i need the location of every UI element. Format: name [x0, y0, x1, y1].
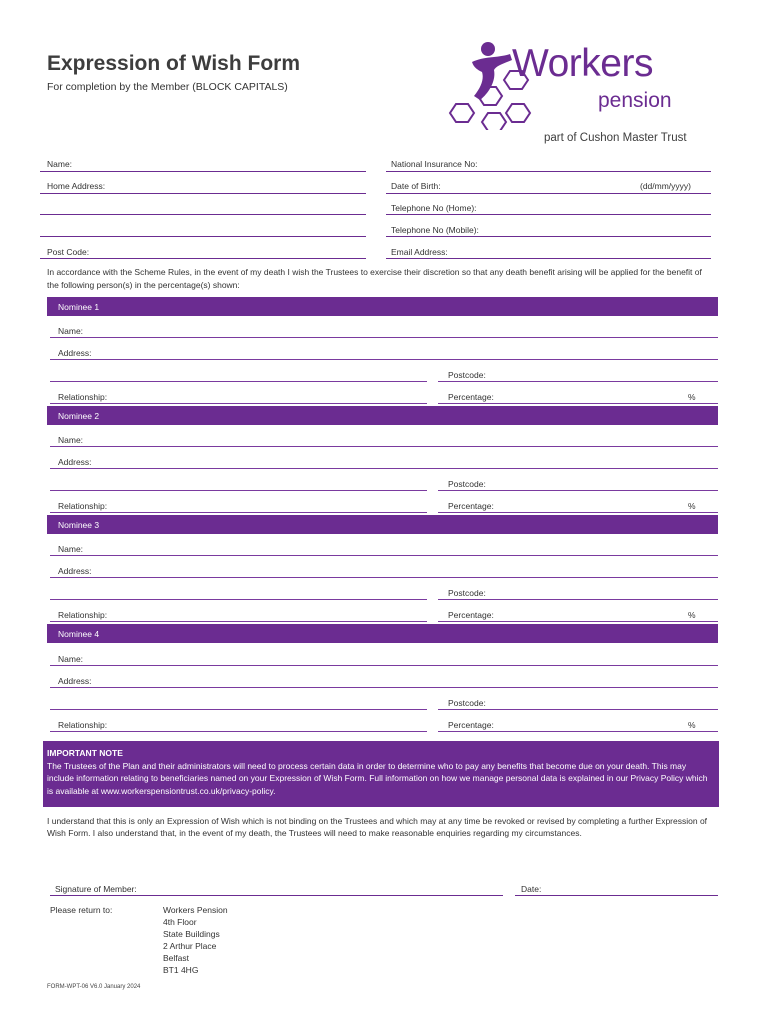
nominee-2-address-field[interactable]	[50, 468, 718, 469]
nominee-2-percent-sign: %	[688, 501, 696, 511]
nominee-1-relationship-label: Relationship:	[58, 392, 108, 402]
nominee-1-address-field[interactable]	[50, 359, 718, 360]
nominee-2-header: Nominee 2	[47, 406, 718, 425]
nominee-3-percentage-field[interactable]	[438, 621, 718, 622]
member-name-label: Name:	[47, 159, 73, 169]
nominee-3-address-field[interactable]	[50, 577, 718, 578]
nominee-1-postcode-label: Postcode:	[448, 370, 486, 380]
home-address-label: Home Address:	[47, 181, 106, 191]
nominee-1-name-field[interactable]	[50, 337, 718, 338]
important-note-title: IMPORTANT NOTE	[47, 748, 123, 758]
nominee-4-name-label: Name:	[58, 654, 84, 664]
nominee-2-relationship-label: Relationship:	[58, 501, 108, 511]
nominee-3-name-field[interactable]	[50, 555, 718, 556]
nominee-2-relationship-field[interactable]	[50, 512, 427, 513]
form-reference: FORM-WPT-06 V6.0 January 2024	[47, 984, 141, 990]
telephone-home-field[interactable]	[386, 214, 711, 215]
nominee-1-header: Nominee 1	[47, 297, 718, 316]
nominee-4-relationship-field[interactable]	[50, 731, 427, 732]
logo-tagline: part of Cushon Master Trust	[544, 132, 687, 144]
page-title: Expression of Wish Form	[47, 52, 301, 75]
return-address-line: 2 Arthur Place	[163, 941, 217, 951]
nominee-3-percent-sign: %	[688, 610, 696, 620]
nominee-1-name-label: Name:	[58, 326, 84, 336]
return-address-line: State Buildings	[163, 929, 220, 939]
return-address-line: Belfast	[163, 953, 189, 963]
return-label: Please return to:	[50, 905, 113, 915]
logo-wordmark-pension: pension	[598, 89, 672, 112]
nominee-4-relationship-label: Relationship:	[58, 720, 108, 730]
nominee-1-address-field-2[interactable]	[50, 381, 427, 382]
nominee-2-postcode-label: Postcode:	[448, 479, 486, 489]
important-note-box	[43, 741, 719, 807]
nominee-2-address-label: Address:	[58, 457, 92, 467]
page-subtitle: For completion by the Member (BLOCK CAPITALS)	[47, 81, 288, 93]
nominee-2-address-field-2[interactable]	[50, 490, 427, 491]
home-address-field-1[interactable]	[40, 193, 366, 194]
email-address-field[interactable]	[386, 258, 711, 259]
signature-label: Signature of Member:	[55, 884, 137, 894]
return-address	[163, 904, 228, 976]
signature-field[interactable]	[50, 895, 503, 896]
nominee-3-relationship-field[interactable]	[50, 621, 427, 622]
dob-label: Date of Birth:	[391, 181, 441, 191]
nominee-4-postcode-label: Postcode:	[448, 698, 486, 708]
telephone-mobile-field[interactable]	[386, 236, 711, 237]
post-code-field[interactable]	[40, 258, 366, 259]
nominee-1-percent-sign: %	[688, 392, 696, 402]
nominee-3-address-field-2[interactable]	[50, 599, 427, 600]
telephone-home-label: Telephone No (Home):	[391, 203, 477, 213]
nominee-1-address-label: Address:	[58, 348, 92, 358]
date-field[interactable]	[515, 895, 718, 896]
nominee-2-percentage-field[interactable]	[438, 512, 718, 513]
nominee-3-header: Nominee 3	[47, 515, 718, 534]
dob-field[interactable]	[386, 193, 711, 194]
declaration-text: I understand that this is only an Expression of Wish which is not binding on the Trustees and which may at any time be revoked or revised by completing a further Expression of Wish Form. I also understand that, in the event of my death, the Trustees will need to make reasonable enquiries regarding my circumstances.	[47, 816, 708, 839]
nominee-3-name-label: Name:	[58, 544, 84, 554]
nominee-4-address-field-2[interactable]	[50, 709, 427, 710]
post-code-label: Post Code:	[47, 247, 90, 257]
return-address-line: Workers Pension	[163, 905, 228, 915]
nominee-4-name-field[interactable]	[50, 665, 718, 666]
intro-text: In accordance with the Scheme Rules, in the event of my death I wish the Trustees to exercise their discretion so that any death benefit arising will be applied for the benefit of the following person(s) in the percentage(s) shown:	[47, 267, 702, 290]
nominee-3-postcode-field[interactable]	[438, 599, 718, 600]
nominee-3-percentage-label: Percentage:	[448, 610, 494, 620]
nominee-4-address-field[interactable]	[50, 687, 718, 688]
important-note-body: The Trustees of the Plan and their administrators will need to process certain data in order to determine who to pay any benefits that become due on your death. This may include information relating to beneficiaries named on your Expression of Wish Form. Full information on how we manage personal data is explained in our Privacy Policy which is available at www.workerspensiontrust.co.uk/privacy-policy.	[47, 761, 708, 796]
date-label: Date:	[521, 884, 542, 894]
nominee-3-address-label: Address:	[58, 566, 92, 576]
ni-number-label: National Insurance No:	[391, 159, 478, 169]
nominee-1-percentage-field[interactable]	[438, 403, 718, 404]
telephone-mobile-label: Telephone No (Mobile):	[391, 225, 479, 235]
nominee-2-name-field[interactable]	[50, 446, 718, 447]
nominee-4-percent-sign: %	[688, 720, 696, 730]
home-address-field-3[interactable]	[40, 236, 366, 237]
nominee-2-postcode-field[interactable]	[438, 490, 718, 491]
return-address-line: BT1 4HG	[163, 965, 199, 975]
nominee-4-percentage-label: Percentage:	[448, 720, 494, 730]
nominee-1-postcode-field[interactable]	[438, 381, 718, 382]
nominee-2-percentage-label: Percentage:	[448, 501, 494, 511]
ni-number-field[interactable]	[386, 171, 711, 172]
nominee-1-percentage-label: Percentage:	[448, 392, 494, 402]
return-address-line: 4th Floor	[163, 917, 197, 927]
nominee-4-header: Nominee 4	[47, 624, 718, 643]
member-name-field[interactable]	[40, 171, 366, 172]
nominee-3-relationship-label: Relationship:	[58, 610, 108, 620]
nominee-1-relationship-field[interactable]	[50, 403, 427, 404]
nominee-4-address-label: Address:	[58, 676, 92, 686]
nominee-3-postcode-label: Postcode:	[448, 588, 486, 598]
logo-wordmark-workers: Workers	[512, 42, 653, 85]
dob-format-hint: (dd/mm/yyyy)	[640, 181, 691, 191]
nominee-4-percentage-field[interactable]	[438, 731, 718, 732]
email-address-label: Email Address:	[391, 247, 448, 257]
nominee-2-name-label: Name:	[58, 435, 84, 445]
nominee-4-postcode-field[interactable]	[438, 709, 718, 710]
home-address-field-2[interactable]	[40, 214, 366, 215]
